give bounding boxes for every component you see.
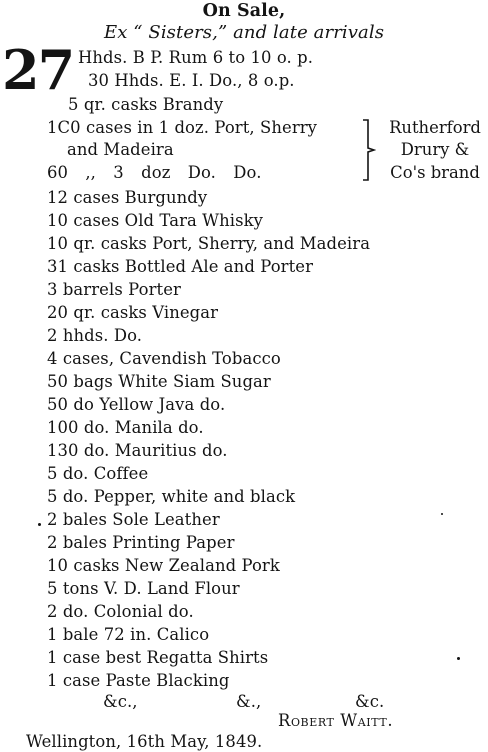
item-line-java: 50 do Yellow Java do. xyxy=(47,395,226,414)
item-line-blacking: 1 case Paste Blacking xyxy=(47,671,230,690)
item-line-brandy: 5 qr. casks Brandy xyxy=(68,95,224,114)
item-line-rum: Hhds. B P. Rum 6 to 10 o. p. xyxy=(78,48,314,67)
lot-number: 27 xyxy=(2,38,74,102)
item-line-hhds-do: 2 hhds. Do. xyxy=(47,326,143,345)
item-line-burgundy: 12 cases Burgundy xyxy=(47,188,208,207)
item-line-port-sherry: 1C0 cases in 1 doz. Port, Sherry xyxy=(47,118,318,137)
etc-middle: &., xyxy=(236,692,262,711)
brand-line-rutherford: Rutherford xyxy=(389,118,481,137)
item-line-manila: 100 do. Manila do. xyxy=(47,418,204,437)
item-line-nz-pork: 10 casks New Zealand Pork xyxy=(47,556,280,575)
print-speck xyxy=(38,523,41,526)
item-line-qr-casks-port: 10 qr. casks Port, Sherry, and Madeira xyxy=(47,234,371,253)
ad-title: On Sale, xyxy=(202,1,286,21)
print-speck xyxy=(457,657,460,660)
ad-subtitle: Ex “ Sisters,” and late arrivals xyxy=(103,22,385,43)
etc-right: &c. xyxy=(355,692,385,711)
item-line-siam-sugar: 50 bags White Siam Sugar xyxy=(47,372,271,391)
item-line-calico: 1 bale 72 in. Calico xyxy=(47,625,210,644)
brand-line-drury: Drury & xyxy=(400,140,470,159)
print-speck xyxy=(441,513,443,515)
item-line-ale-porter: 31 casks Bottled Ale and Porter xyxy=(47,257,314,276)
item-line-mauritius: 130 do. Mauritius do. xyxy=(47,441,228,460)
item-line-sixty-cases: 60 ,, 3 doz Do. Do. xyxy=(47,163,262,182)
item-line-whisky: 10 cases Old Tara Whisky xyxy=(47,211,264,230)
brand-line-co: Co's brand xyxy=(390,163,480,182)
item-line-pepper: 5 do. Pepper, white and black xyxy=(47,487,296,506)
merchant-signature: Robert Waitt. xyxy=(278,711,394,730)
item-line-madeira: and Madeira xyxy=(67,140,174,159)
item-line-barrels-porter: 3 barrels Porter xyxy=(47,280,181,299)
item-line-coffee: 5 do. Coffee xyxy=(47,464,149,483)
etc-left: &c., xyxy=(103,692,138,711)
brace-mark xyxy=(362,119,376,181)
item-line-tobacco: 4 cases, Cavendish Tobacco xyxy=(47,349,281,368)
wine-brand-group xyxy=(0,117,488,183)
item-line-regatta-shirts: 1 case best Regatta Shirts xyxy=(47,648,269,667)
item-line-sole-leather: 2 bales Sole Leather xyxy=(47,510,220,529)
item-line-vinegar: 20 qr. casks Vinegar xyxy=(47,303,219,322)
item-line-colonial: 2 do. Colonial do. xyxy=(47,602,194,621)
item-line-ei: 30 Hhds. E. I. Do., 8 o.p. xyxy=(88,71,295,90)
item-line-printing-paper: 2 bales Printing Paper xyxy=(47,533,235,552)
item-line-vd-flour: 5 tons V. D. Land Flour xyxy=(47,579,240,598)
dateline: Wellington, 16th May, 1849. xyxy=(26,732,263,751)
